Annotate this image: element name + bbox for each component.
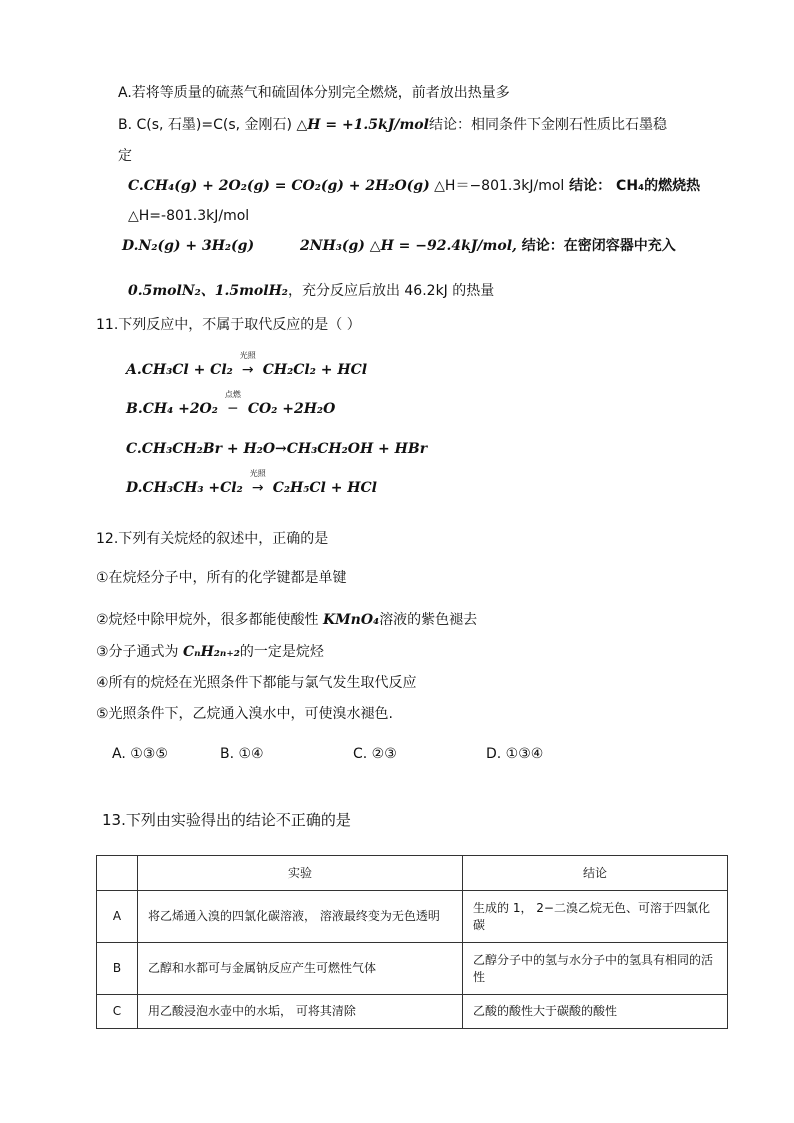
q10-option-c-cont: △H=-801.3kJ/mol xyxy=(128,208,250,224)
q10-option-d-cont: 0.5molN₂、1.5molH₂，充分反应后放出 46.2kJ 的热量 xyxy=(128,283,495,299)
q12-option-d: D. ①③④ xyxy=(486,746,544,762)
q10-option-b-cont: 定 xyxy=(118,148,132,164)
q11-option-c: C.CH₃CH₂Br + H₂O→CH₃CH₂OH + HBr xyxy=(126,441,428,457)
experiment-cell: 将乙烯通入溴的四氯化碳溶液， 溶液最终变为无色透明 xyxy=(138,891,463,943)
reaction-arrow-icon: 光照 → xyxy=(249,469,266,496)
q12-option-b: B. ①④ xyxy=(220,746,264,762)
q11-option-a: A.CH₃Cl + Cl₂ 光照 → CH₂Cl₂ + HCl xyxy=(126,351,368,378)
reaction-arrow-icon: 点燃 ─ xyxy=(224,390,241,417)
conclusion-cell: 乙醇分子中的氢与水分子中的氢具有相同的活性 xyxy=(463,943,728,995)
conclusion-cell: 生成的 1， 2−二溴乙烷无色、可溶于四氯化碳 xyxy=(463,891,728,943)
header-cell-experiment: 实验 xyxy=(138,856,463,891)
experiment-cell: 用乙酸浸泡水壶中的水垢， 可将其清除 xyxy=(138,995,463,1029)
q10-option-d: D.N₂(g) + 3H₂(g) xyxy=(122,238,255,254)
q12-option-c: C. ②③ xyxy=(353,746,397,762)
reaction-arrow-icon: 光照 → xyxy=(239,351,256,378)
q10-option-b: B. C(s, 石墨)=C(s, 金刚石) △H = +1.5kJ/mol结论：相同条件下金刚石性质比石墨稳 xyxy=(118,117,667,133)
q12-stem: 12.下列有关烷烃的叙述中，正确的是 xyxy=(96,531,329,547)
experiment-cell: 乙醇和水都可与金属钠反应产生可燃性气体 xyxy=(138,943,463,995)
q12-statement-1: ①在烷烃分子中，所有的化学键都是单键 xyxy=(96,570,347,586)
table-row xyxy=(97,891,728,943)
q10-option-d-right: 2NH₃(g) △H = −92.4kJ/mol, 结论：在密闭容器中充入 xyxy=(300,238,676,254)
table-header-row xyxy=(97,856,728,891)
q12-statement-5: ⑤光照条件下，乙烷通入溴水中，可使溴水褪色. xyxy=(96,706,393,722)
row-label: C xyxy=(97,995,138,1029)
table-row xyxy=(97,943,728,995)
header-cell-conclusion: 结论 xyxy=(463,856,728,891)
q12-option-a: A. ①③⑤ xyxy=(112,746,168,762)
header-cell-label xyxy=(97,856,138,891)
q13-stem: 13.下列由实验得出的结论不正确的是 xyxy=(102,811,351,829)
row-label: A xyxy=(97,891,138,943)
q11-stem: 11.下列反应中，不属于取代反应的是（ ） xyxy=(96,317,361,333)
table-row xyxy=(97,995,728,1029)
q12-statement-4: ④所有的烷烃在光照条件下都能与氯气发生取代反应 xyxy=(96,675,417,691)
q10-option-c: C.CH₄(g) + 2O₂(g) = CO₂(g) + 2H₂O(g) △H＝−801.3kJ/mol 结论： CH₄的燃烧热 xyxy=(128,178,701,194)
q11-option-d: D.CH₃CH₃ +Cl₂ 光照 → C₂H₅Cl + HCl xyxy=(126,469,377,496)
q12-statement-3: ③分子通式为 CₙH₂ₙ₊₂的一定是烷烃 xyxy=(96,644,324,660)
experiment-table xyxy=(96,855,728,1029)
q12-statement-2: ②烷烃中除甲烷外，很多都能使酸性 KMnO₄溶液的紫色褪去 xyxy=(96,612,478,628)
row-label: B xyxy=(97,943,138,995)
q10-option-a: A.若将等质量的硫蒸气和硫固体分别完全燃烧，前者放出热量多 xyxy=(118,85,510,101)
q11-option-b: B.CH₄ +2O₂ 点燃 ─ CO₂ +2H₂O xyxy=(126,390,336,417)
conclusion-cell: 乙酸的酸性大于碳酸的酸性 xyxy=(463,995,728,1029)
